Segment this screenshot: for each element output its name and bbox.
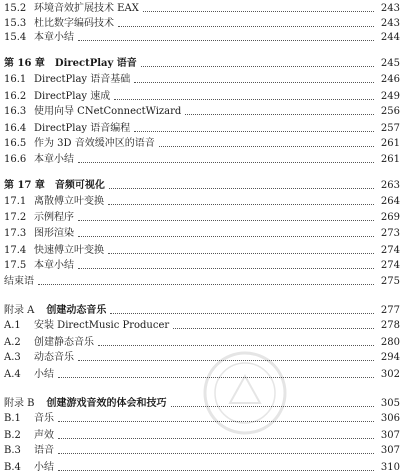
toc-row — [4, 336, 400, 349]
toc-page-number: 280 — [380, 337, 400, 348]
toc-page-number: 310 — [380, 462, 400, 473]
toc-entry-title: 创建游戏音效的体会和技巧 — [46, 398, 167, 409]
toc-entry-number: 附录 B — [4, 398, 35, 409]
toc-leader-dots — [58, 453, 374, 454]
toc-row — [4, 319, 400, 332]
toc-leader-dots — [58, 421, 374, 422]
toc-leader-dots — [171, 406, 374, 407]
toc-row — [4, 444, 400, 457]
toc-row — [4, 31, 400, 44]
toc-row — [4, 368, 400, 381]
toc-entry-title: 音乐 — [34, 413, 54, 424]
toc-entry-number: 17.2 — [4, 212, 27, 223]
toc-page-number: 263 — [380, 180, 400, 191]
toc-entry-title: 本章小结 — [34, 32, 74, 43]
toc-leader-dots — [78, 268, 374, 269]
toc-entry-number: A.1 — [4, 320, 21, 331]
toc-entry-number: 第 17 章 — [4, 180, 45, 191]
toc-page-number: 294 — [380, 352, 400, 363]
toc-appendix-row — [4, 304, 400, 317]
toc-row — [4, 105, 400, 118]
toc-row — [4, 195, 400, 208]
toc-page-number: 274 — [380, 260, 400, 271]
toc-row — [4, 2, 400, 15]
toc-entry-number: 第 16 章 — [4, 58, 45, 69]
toc-entry-number: B.3 — [4, 445, 21, 456]
toc-page-number: 274 — [380, 245, 400, 256]
toc-entry-number: 附录 A — [4, 305, 35, 316]
toc-row — [4, 259, 400, 272]
toc-leader-dots — [98, 345, 374, 346]
toc-page-number: 246 — [380, 74, 400, 85]
toc-entry-number: B.4 — [4, 462, 21, 473]
toc-entry-number: 16.5 — [4, 138, 27, 149]
toc-leader-dots — [110, 313, 374, 314]
toc-leader-dots — [108, 204, 374, 205]
toc-leader-dots — [58, 377, 374, 378]
toc-row — [4, 90, 400, 103]
toc-entry-number: A.4 — [4, 369, 21, 380]
toc-page-number: 302 — [380, 369, 400, 380]
toc-page-number: 261 — [380, 138, 400, 149]
toc-leader-dots — [58, 470, 374, 471]
toc-leader-dots — [114, 99, 374, 100]
toc-entry-number: 16.4 — [4, 123, 27, 134]
toc-page-number: 278 — [380, 320, 400, 331]
toc-entry-number: A.3 — [4, 352, 21, 363]
toc-appendix-row — [4, 397, 400, 410]
toc-entry-title: 创建动态音乐 — [46, 305, 107, 316]
toc-leader-dots — [109, 188, 374, 189]
toc-row — [4, 73, 400, 86]
toc-row — [4, 461, 400, 474]
toc-entry-title: 动态音乐 — [34, 352, 74, 363]
toc-entry-number: 16.3 — [4, 106, 27, 117]
toc-entry-title: 声效 — [34, 430, 54, 441]
toc-leader-dots — [78, 360, 374, 361]
toc-page-number: 307 — [380, 430, 400, 441]
toc-entry-title: 作为 3D 音效缓冲区的语音 — [34, 138, 155, 149]
toc-page-number: 245 — [380, 58, 400, 69]
toc-row — [4, 351, 400, 364]
toc-row — [4, 153, 400, 166]
toc-page-number: 269 — [380, 212, 400, 223]
toc-page-number: 275 — [380, 276, 400, 287]
toc-page-number: 243 — [380, 18, 400, 29]
toc-entry-title: DirectPlay 语音基础 — [34, 74, 131, 85]
toc-entry-title: 使用向导 CNetConnectWizard — [34, 106, 182, 117]
toc-row — [4, 211, 400, 224]
toc-leader-dots — [134, 131, 374, 132]
toc-entry-title: 语音 — [34, 445, 54, 456]
toc-entry-number: 16.6 — [4, 154, 27, 165]
toc-page-number: 277 — [380, 305, 400, 316]
toc-page-number: 249 — [380, 91, 400, 102]
toc-entry-title: DirectPlay 语音编程 — [34, 123, 131, 134]
toc-entry-number: 16.2 — [4, 91, 27, 102]
toc-leader-dots — [173, 328, 374, 329]
toc-entry-title: 环境音效扩展技术 EAX — [34, 3, 139, 14]
toc-leader-dots — [78, 220, 374, 221]
toc-entry-title: 示例程序 — [34, 212, 74, 223]
toc-entry-number: 17.5 — [4, 260, 27, 271]
toc-leader-dots — [118, 26, 374, 27]
toc-entry-title: 结束语 — [4, 276, 34, 287]
toc-row — [4, 227, 400, 240]
toc-page-number: 305 — [380, 398, 400, 409]
toc-entry-title: 安装 DirectMusic Producer — [34, 320, 170, 331]
toc-entry-number: B.2 — [4, 430, 21, 441]
toc-entry-title: DirectPlay 语音 — [54, 58, 137, 69]
toc-page-number: 307 — [380, 445, 400, 456]
toc-leader-dots — [159, 146, 374, 147]
toc-entry-title: 快速傅立叶变换 — [34, 245, 104, 256]
toc-entry-number: A.2 — [4, 337, 21, 348]
toc-entry-title: 创建静态音乐 — [34, 337, 94, 348]
toc-entry-title: 小结 — [34, 462, 54, 473]
toc-page-number: 261 — [380, 154, 400, 165]
toc-row — [4, 412, 400, 425]
toc-leader-dots — [58, 438, 374, 439]
toc-entry-number: 17.4 — [4, 245, 27, 256]
toc-entry-number: 17.1 — [4, 196, 27, 207]
toc-entry-title: 小结 — [34, 369, 54, 380]
toc-row — [4, 137, 400, 150]
toc-leader-dots — [143, 11, 374, 12]
toc-page-number: 256 — [380, 106, 400, 117]
toc-entry-number: 15.3 — [4, 18, 27, 29]
toc-entry-number: 16.1 — [4, 74, 27, 85]
toc-leader-dots — [141, 66, 374, 67]
toc-entry-title: 离散傅立叶变换 — [34, 196, 104, 207]
toc-entry-number: 15.2 — [4, 3, 27, 14]
toc-page-number: 273 — [380, 228, 400, 239]
toc-entry-number: 15.4 — [4, 32, 27, 43]
toc-entry-title: 本章小结 — [34, 260, 74, 271]
toc-page-number: 244 — [380, 32, 400, 43]
toc-row — [4, 275, 400, 288]
toc-row — [4, 429, 400, 442]
toc-leader-dots — [134, 82, 374, 83]
toc-entry-title: 本章小结 — [34, 154, 74, 165]
toc-entry-title: 图形渲染 — [34, 228, 74, 239]
toc-row — [4, 17, 400, 30]
toc-row — [4, 244, 400, 257]
toc-leader-dots — [78, 40, 374, 41]
toc-entry-title: 杜比数字编码技术 — [34, 18, 114, 29]
toc-leader-dots — [38, 284, 374, 285]
toc-entry-title: DirectPlay 速成 — [34, 91, 111, 102]
toc-leader-dots — [78, 162, 374, 163]
toc-page-number: 243 — [380, 3, 400, 14]
toc-entry-number: 17.3 — [4, 228, 27, 239]
toc-leader-dots — [185, 114, 374, 115]
toc-page-number: 306 — [380, 413, 400, 424]
toc-chapter-row — [4, 57, 400, 70]
toc-row — [4, 122, 400, 135]
toc-entry-title: 音频可视化 — [54, 180, 105, 191]
toc-leader-dots — [78, 236, 374, 237]
toc-chapter-row — [4, 179, 400, 192]
toc-page-number: 257 — [380, 123, 400, 134]
toc-page-number: 264 — [380, 196, 400, 207]
toc-leader-dots — [108, 253, 374, 254]
toc-entry-number: B.1 — [4, 413, 21, 424]
